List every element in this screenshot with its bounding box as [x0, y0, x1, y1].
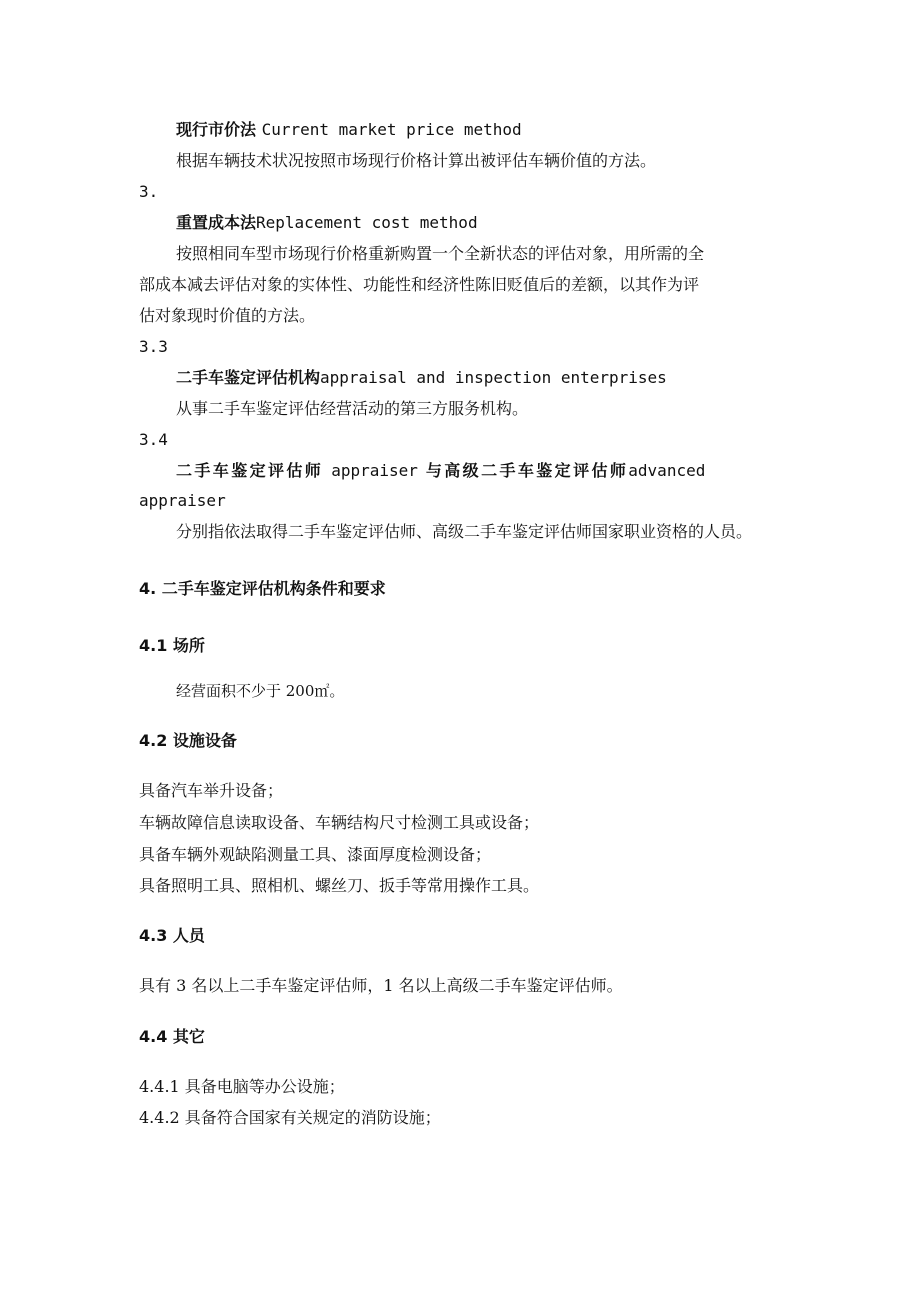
list-item: 车辆故障信息读取设备、车辆结构尺寸检测工具或设备； [139, 813, 540, 832]
term-title-cn: 重置成本法 [176, 213, 257, 232]
list-item: 4.4.2 具备符合国家有关规定的消防设施； [139, 1108, 441, 1127]
term-definition: 分别指依法取得二手车鉴定评估师、高级二手车鉴定评估师国家职业资格的人员。 [176, 522, 753, 541]
body-text: 具有 3 名以上二手车鉴定评估师，1 名以上高级二手车鉴定评估师。 [139, 976, 623, 995]
term-title-cn: 二手车鉴定评估师 [176, 461, 324, 480]
term-title-en: advanced [628, 461, 706, 480]
term-definition: 根据车辆技术状况按照市场现行价格计算出被评估车辆价值的方法。 [176, 151, 657, 170]
term-title-current-market-price [176, 120, 522, 140]
list-item: 具备照明工具、照相机、螺丝刀、扳手等常用操作工具。 [139, 876, 540, 895]
term-title-en: appraisal and inspection enterprises [320, 368, 667, 387]
term-definition: 从事二手车鉴定评估经营活动的第三方服务机构。 [176, 399, 529, 418]
term-title-en: appraiser [331, 461, 418, 480]
term-title-cn: 与高级二手车鉴定评估师 [425, 461, 629, 480]
term-title-replacement-cost [176, 213, 478, 233]
term-definition-line: 估对象现时价值的方法。 [139, 306, 316, 325]
term-title-en: Current market price method [261, 120, 522, 139]
clause-number: 3. [139, 182, 159, 201]
term-title-cn: 二手车鉴定评估机构 [176, 368, 321, 387]
clause-number: 3.4 [139, 430, 168, 449]
list-item: 4.4.1 具备电脑等办公设施； [139, 1077, 345, 1096]
subsection-heading: 4.2 设施设备 [139, 731, 237, 750]
clause-number: 3.3 [139, 337, 168, 356]
term-title-cn: 现行市价法 [176, 120, 257, 139]
term-title-en: Replacement cost method [256, 213, 478, 232]
subsection-heading: 4.1 场所 [139, 636, 205, 655]
subsection-heading: 4.4 其它 [139, 1027, 205, 1046]
section-heading: 4. 二手车鉴定评估机构条件和要求 [139, 579, 386, 598]
term-title-en-continued: appraiser [139, 491, 226, 510]
list-item: 具备汽车举升设备； [139, 781, 284, 800]
body-text: 经营面积不少于 200㎡。 [176, 682, 345, 700]
term-title-appraisal-enterprises [176, 368, 667, 388]
term-title-appraiser [176, 461, 705, 481]
list-item: 具备车辆外观缺陷测量工具、漆面厚度检测设备； [139, 845, 492, 864]
subsection-heading: 4.3 人员 [139, 926, 205, 945]
term-definition-line: 按照相同车型市场现行价格重新购置一个全新状态的评估对象，用所需的全 [176, 244, 705, 263]
term-definition-line: 部成本减去评估对象的实体性、功能性和经济性陈旧贬值后的差额，以其作为评 [139, 275, 700, 294]
